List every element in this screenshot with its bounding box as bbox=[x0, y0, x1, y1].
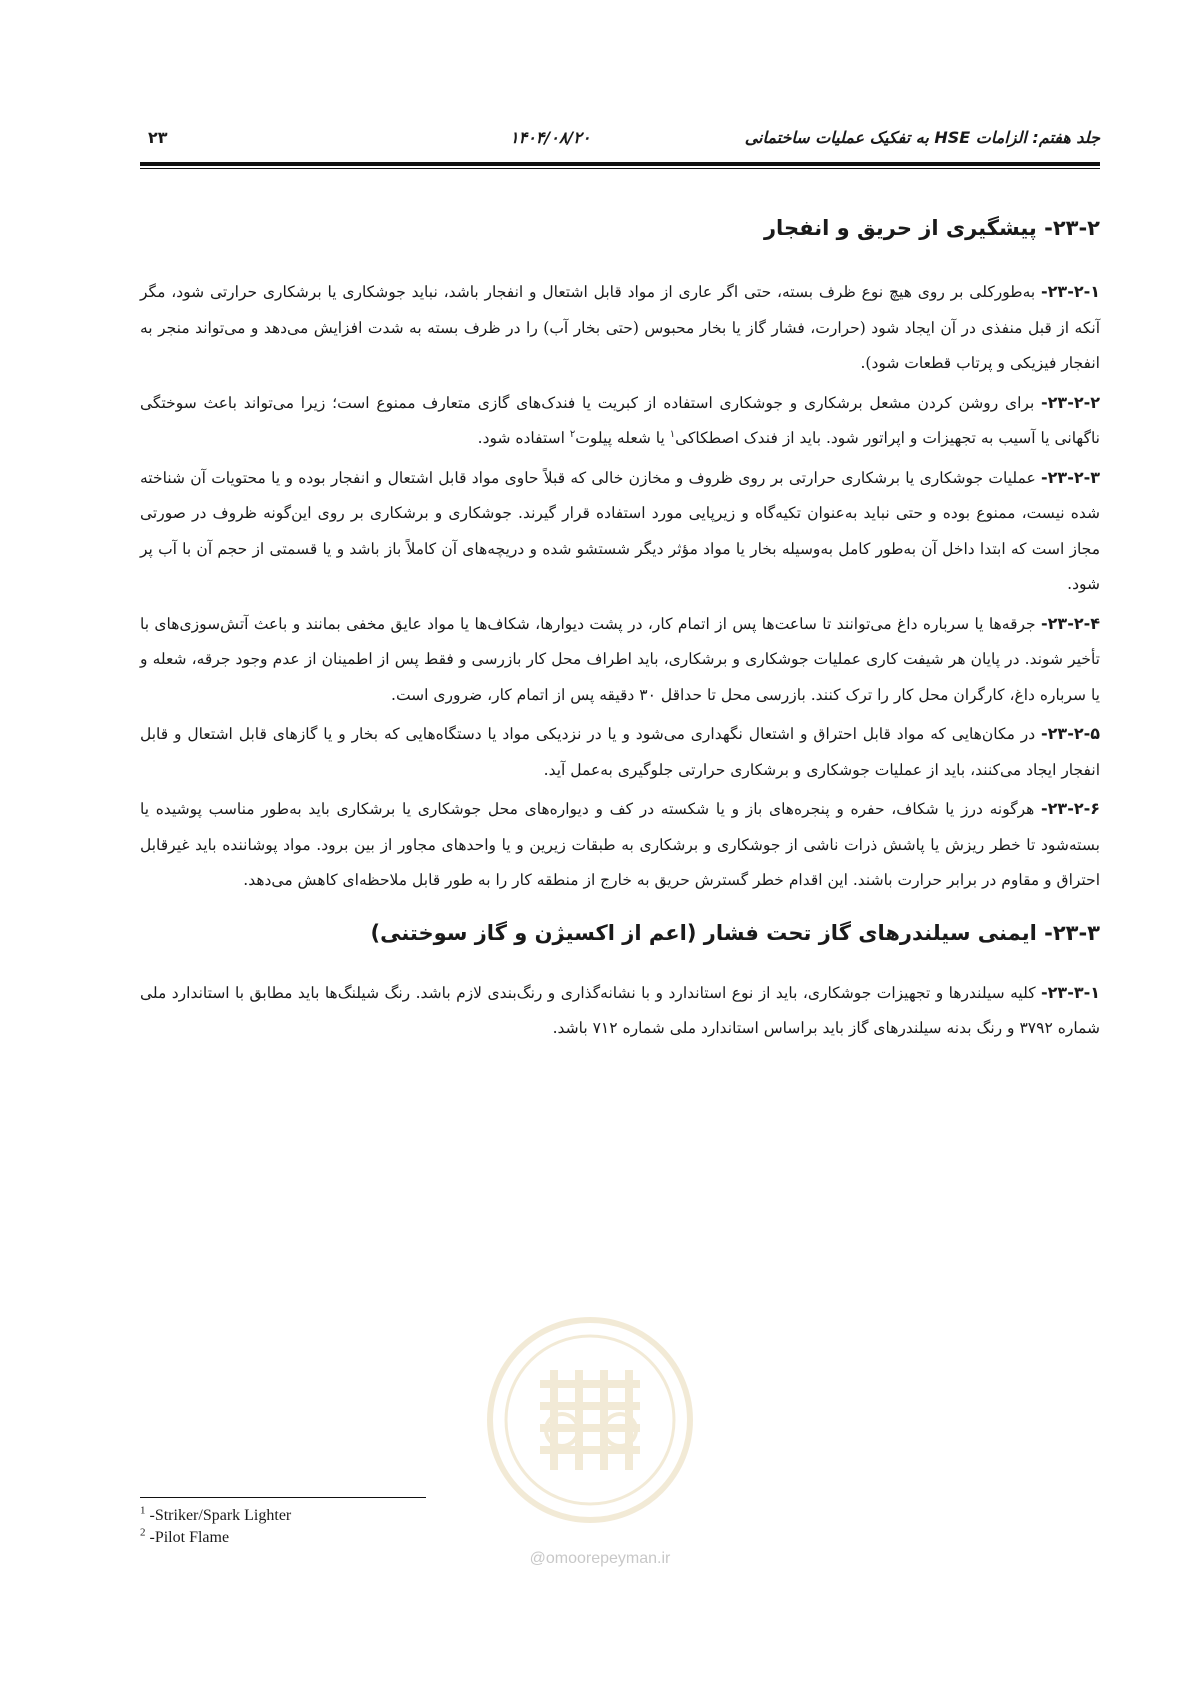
paragraph-text: کلیه سیلندرها و تجهیزات جوشکاری، باید از نوع استاندارد و با نشانه‌گذاری و رنگ‌بندی لازم باشد. رنگ شیلنگ‌ها باید مطابق با استاندارد ملی شماره ۳۷۹۲ و رنگ بدنه سیلندرهای گاز باید براساس استاندارد ملی شماره ۷۱۲ باشد. bbox=[140, 983, 1100, 1037]
header-rule-thin bbox=[140, 168, 1100, 169]
paragraph-text: به‌طورکلی بر روی هیچ نوع ظرف بسته، حتی اگر عاری از مواد قابل اشتعال و انفجار باشد، نباید جوشکاری یا برشکاری حرارتی شود، مگر آنکه از قبل منفذی در آن ایجاد شود (حرارت، فشار گاز یا بخار محبوس (حتی بخار آب) را در ظرف بسته به شدت افزایش می‌دهد و می‌تواند منجر به انفجار فیزیکی و پرتاب قطعات شود). bbox=[140, 283, 1100, 372]
paragraph-number: ۲۳-۲-۶- bbox=[1041, 799, 1100, 818]
header-rule bbox=[140, 162, 1100, 166]
paragraph-number: ۲۳-۳-۱- bbox=[1041, 982, 1100, 1002]
header-date: ۱۴۰۴/۰۸/۲۰ bbox=[510, 128, 591, 147]
footnote-rule bbox=[140, 1497, 426, 1498]
footnote-text: -Pilot Flame bbox=[145, 1529, 230, 1546]
paragraph-number: ۲۳-۲-۳- bbox=[1041, 467, 1100, 487]
footnotes bbox=[140, 1505, 540, 1549]
page-number: ۲۳ bbox=[148, 128, 168, 147]
paragraph-23-2-2 bbox=[140, 385, 1100, 457]
paragraph-text: یا شعله پیلوت bbox=[575, 429, 670, 447]
page-content bbox=[140, 208, 1100, 1050]
paragraph-23-2-3 bbox=[140, 460, 1100, 603]
footnote-text: -Striker/Spark Lighter bbox=[145, 1507, 292, 1524]
paragraph-number: ۲۳-۲-۵- bbox=[1041, 724, 1100, 743]
paragraph-23-2-6 bbox=[140, 791, 1100, 899]
paragraph-text: استفاده شود. bbox=[477, 429, 570, 447]
paragraph-text: برای روشن کردن مشعل برشکاری و جوشکاری استفاده از کبریت یا فندک‌های گازی متعارف ممنوع است؛ زیرا می‌تواند باعث سوختگی ناگهانی یا آسیب به تجهیزات و اپراتور شود. باید از فندک اصطکاکی bbox=[140, 393, 1100, 447]
paragraph-text: هرگونه درز یا شکاف، حفره و پنجره‌های باز و یا شکسته در کف و دیواره‌های محل جوشکاری یا برشکاری باید به‌طور مناسب پوشیده یا بسته‌شود تا خطر ریزش یا پاشش ذرات ناشی از جوشکاری و برشکاری به طبقات زیرین و یا واحدهای مجاور از بین برود. مواد پوشاننده باید غیرقابل احتراق و مقاوم در برابر حرارت باشند. این اقدام خطر گسترش حریق به خارج از منطقه کار را به طور قابل ملاحظه‌ای کاهش می‌دهد. bbox=[140, 800, 1100, 889]
paragraph-number: ۲۳-۲-۲- bbox=[1041, 392, 1100, 412]
paragraph-text: در مکان‌هایی که مواد قابل احتراق و اشتعال نگهداری می‌شود و یا در نزدیکی مواد یا دستگاه‌هایی که بخار و یا گازهای قابل اشتعال و قابل انفجار ایجاد می‌کنند، باید از عملیات جوشکاری و برشکاری حرارتی جلوگیری به‌عمل آید. bbox=[140, 725, 1100, 779]
paragraph-number: ۲۳-۲-۴- bbox=[1041, 613, 1100, 633]
header-title: جلد هفتم: الزامات HSE به تفکیک عملیات ساختمانی bbox=[744, 128, 1100, 147]
paragraph-text: عملیات جوشکاری یا برشکاری حرارتی بر روی ظروف و مخازن خالی که قبلاً حاوی مواد قابل اشتعال و انفجار بوده و یا محتویات آن شناخته شده نیست، ممنوع بوده و حتی نباید به‌عنوان تکیه‌گاه و زیرپایی مورد استفاده قرار گیرند. جوشکاری و برشکاری بر روی این‌گونه ظروف در صورتی مجاز است که ابتدا داخل آن به‌طور کامل به‌وسیله بخار یا مواد مؤثر دیگر شستشو شده و دریچه‌های آن کاملاً باز باشد و یا قسمتی از حجم آن با آب پر شود. bbox=[140, 468, 1100, 593]
paragraph-number: ۲۳-۲-۱- bbox=[1041, 282, 1100, 301]
footnote-2 bbox=[140, 1527, 540, 1549]
footnote-ref-1[interactable]: ۱ bbox=[669, 428, 676, 440]
paragraph-23-2-1 bbox=[140, 274, 1100, 382]
footnote-number: 1 bbox=[140, 1504, 146, 1517]
paragraph-23-2-5 bbox=[140, 716, 1100, 788]
footnote-number: 2 bbox=[140, 1526, 146, 1539]
footnote-ref-2[interactable]: ۲ bbox=[569, 428, 576, 440]
paragraph-text: جرقه‌ها یا سرباره داغ می‌توانند تا ساعت‌ها پس از اتمام کار، در پشت دیوارها، شکاف‌ها یا مواد عایق مخفی بمانند و باعث آتش‌سوزی‌های با تأخیر شوند. در پایان هر شیفت کاری عملیات جوشکاری و برشکاری، باید اطراف محل کار بازرسی و فقط پس از اطمینان از عدم وجود جرقه، شعله و یا سرباره داغ، کارگران محل کار را ترک کنند. بازرسی محل تا حداقل ۳۰ دقیقه پس از اتمام کار، ضروری است. bbox=[140, 614, 1100, 704]
page-header bbox=[140, 128, 1100, 164]
section-heading-fire-prevention: ۲۳-۲- پیشگیری از حریق و انفجار bbox=[763, 216, 1100, 240]
footnote-1 bbox=[140, 1505, 540, 1527]
paragraph-23-3-1 bbox=[140, 975, 1100, 1047]
watermark-site: @omoorepeyman.ir bbox=[529, 1550, 671, 1567]
paragraph-23-2-4 bbox=[140, 606, 1100, 714]
section-heading-gas-cylinders: ۲۳-۳- ایمنی سیلندرهای گاز تحت فشار (اعم از اکسیژن و گاز سوختنی) bbox=[370, 920, 1100, 945]
